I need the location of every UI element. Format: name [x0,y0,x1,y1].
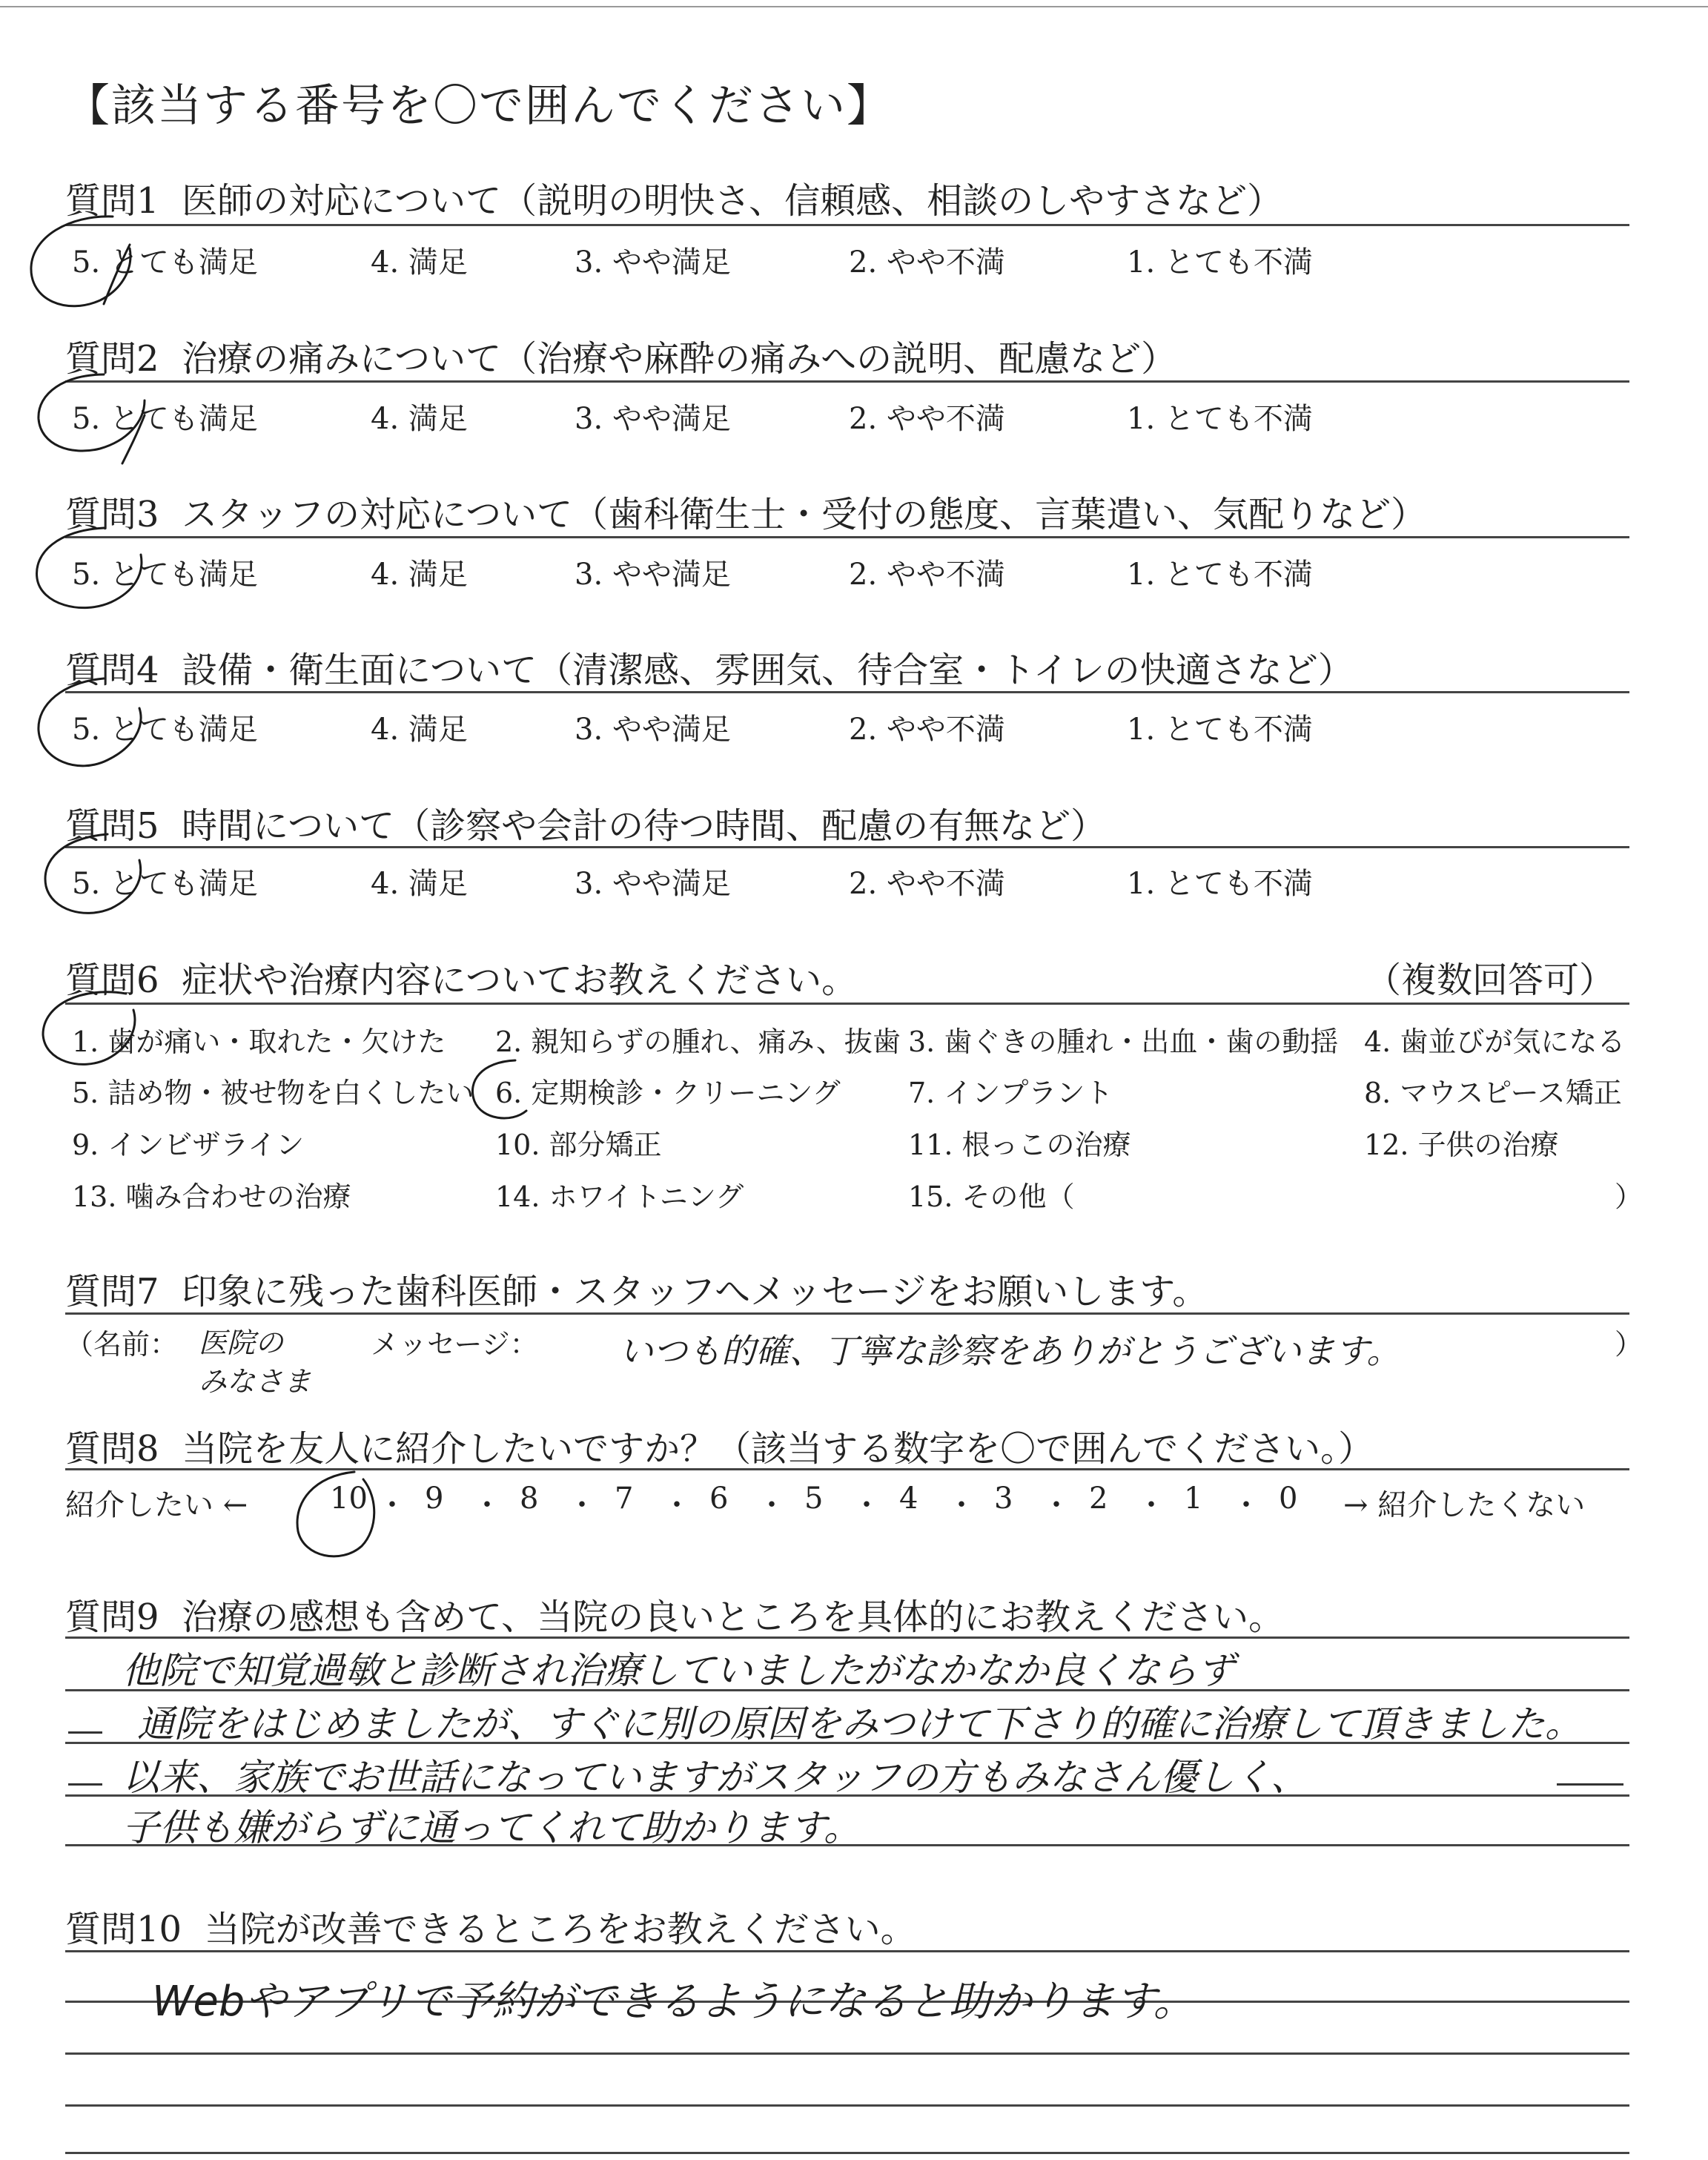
q2-option-1[interactable]: 1. とても不満 [1127,402,1313,436]
q6-option-8[interactable]: 8. マウスピース矯正 [1364,1077,1622,1109]
scale-value-4[interactable]: 4 [899,1482,918,1516]
top-border [0,6,1708,7]
dash-mark [68,1783,102,1786]
divider [65,846,1629,848]
q4-option-4[interactable]: 4. 満足 [371,713,468,747]
q10-answer-line-1: Webやアプリで予約ができるようになると助かります。 [152,1978,1195,2026]
q5-option-4[interactable]: 4. 満足 [371,867,468,901]
q5-option-3[interactable]: 3. やや満足 [575,867,731,901]
question-label: 質問4 [65,650,159,691]
scale-separator: ・ [377,1488,407,1522]
question-text: 治療の痛みについて（治療や麻酔の痛みへの説明、配慮など） [182,338,1177,380]
scale-separator: ・ [662,1488,692,1522]
answer-line [65,1636,1629,1639]
q9-answer-line-3: 以来、家族でお世話になっていますがスタッフの方もみなさん優しく、 [122,1756,1308,1799]
q1-option-5[interactable]: 5. とても満足 [72,245,258,280]
question-1 [65,172,1282,223]
divider [65,691,1629,693]
q3-option-5[interactable]: 5. とても満足 [72,558,258,592]
question-label: 質問8 [65,1428,159,1470]
scale-value-9[interactable]: 9 [425,1482,444,1516]
q9-answer-line-4: 子供も嫌がらずに通ってくれて助かります。 [122,1806,861,1849]
answer-line [65,1950,1629,1952]
divider [65,1312,1629,1315]
q1-option-4[interactable]: 4. 満足 [371,245,468,280]
scale-value-10[interactable]: 10 [330,1482,368,1516]
scale-value-5[interactable]: 5 [804,1482,824,1516]
q6-option-4[interactable]: 4. 歯並びが気になる [1364,1025,1626,1058]
q1-option-2[interactable]: 2. やや不満 [849,245,1005,280]
question-8 [65,1420,1374,1471]
q1-option-1[interactable]: 1. とても不満 [1127,245,1313,280]
q5-option-5[interactable]: 5. とても満足 [72,867,258,901]
question-label: 質問2 [65,338,159,380]
divider [65,224,1629,226]
dash-mark [68,1731,102,1734]
question-text: 時間について（診察や会計の待つ時間、配慮の有無など） [182,805,1107,847]
q4-option-1[interactable]: 1. とても不満 [1127,713,1313,747]
q6-option-2[interactable]: 2. 親知らずの腫れ、痛み、抜歯 [495,1025,901,1058]
q4-option-3[interactable]: 3. やや満足 [575,713,731,747]
question-label: 質問5 [65,805,159,847]
name-value-line1: 医院の [199,1327,284,1359]
question-5 [65,797,1106,848]
recommend-left-label: 紹介したい ← [65,1488,248,1522]
multiple-answer-note: （複数回答可） [1366,960,1615,1001]
scale-separator: ・ [472,1488,502,1522]
question-7 [65,1263,1208,1314]
q6-option-12[interactable]: 12. 子供の治療 [1364,1129,1559,1161]
q6-other-close-paren: ） [1615,1180,1644,1213]
dash-mark [1557,1783,1623,1786]
question-label: 質問6 [65,960,159,1001]
q6-option-15[interactable]: 15. その他（ [908,1180,1075,1213]
name-label: （名前： [65,1328,179,1361]
q2-option-5[interactable]: 5. とても満足 [72,402,258,436]
q2-option-3[interactable]: 3. やや満足 [575,402,731,436]
question-text: 医師の対応について（説明の明快さ、信頼感、相談のしやすさなど） [182,180,1283,222]
q4-option-5[interactable]: 5. とても満足 [72,713,258,747]
divider [65,380,1629,383]
q6-option-5[interactable]: 5. 詰め物・被せ物を白くしたい [72,1077,474,1109]
q6-option-3[interactable]: 3. 歯ぐきの腫れ・出血・歯の動揺 [908,1025,1339,1058]
question-9 [65,1588,1284,1639]
q6-option-11[interactable]: 11. 根っこの治療 [908,1129,1131,1161]
scale-value-7[interactable]: 7 [615,1482,634,1516]
q6-option-6[interactable]: 6. 定期検診・クリーニング [495,1077,841,1109]
question-text: 治療の感想も含めて、当院の良いところを具体的にお教えください。 [182,1596,1285,1638]
scale-value-6[interactable]: 6 [709,1482,729,1516]
q5-option-1[interactable]: 1. とても不満 [1127,867,1313,901]
recommend-right-label: → 紹介したくない [1343,1488,1586,1522]
message-close-paren: ） [1615,1328,1644,1361]
question-label: 質問3 [65,494,159,535]
message-value: いつも的確、丁寧な診察をありがとうございます。 [619,1331,1401,1371]
answer-line [65,2052,1629,2055]
q2-option-4[interactable]: 4. 満足 [371,402,468,436]
q3-option-4[interactable]: 4. 満足 [371,558,468,592]
question-label: 質問1 [65,180,159,222]
question-text: 当院が改善できるところをお教えください。 [204,1909,916,1950]
answer-line [65,2104,1629,2107]
scale-separator: ・ [852,1488,881,1522]
question-4 [65,641,1354,693]
scale-value-3[interactable]: 3 [994,1482,1013,1516]
scale-separator: ・ [1231,1488,1261,1522]
recommend-scale [0,1482,1708,1526]
scale-separator: ・ [757,1488,787,1522]
question-label: 質問9 [65,1596,159,1638]
q6-option-7[interactable]: 7. インプラント [908,1077,1113,1109]
name-value-line2: みなさま [199,1365,312,1398]
question-text: 設備・衛生面について（清潔感、雰囲気、待合室・トイレの快適さなど） [182,650,1354,691]
q9-answer-line-2: 通院をはじめましたが、すぐに別の原因をみつけて下さり的確に治療して頂きました。 [137,1702,1582,1745]
question-10 [65,1900,916,1952]
scale-value-2[interactable]: 2 [1089,1482,1108,1516]
divider [65,536,1629,538]
q9-answer-line-1: 他院で知覚過敏と診断され治療していましたがなかなか良くならず [122,1649,1234,1692]
question-6 [65,951,857,1003]
scale-separator: ・ [947,1488,976,1522]
question-label: 質問7 [65,1271,159,1312]
scale-separator: ・ [1136,1488,1166,1522]
question-text: 症状や治療内容についてお教えください。 [182,960,858,1001]
question-text: 当院を友人に紹介したいですか？（該当する数字を〇で囲んでください。） [182,1428,1374,1470]
scale-separator: ・ [567,1488,597,1522]
q6-option-10[interactable]: 10. 部分矯正 [495,1129,662,1161]
divider [65,1468,1629,1470]
scale-value-0[interactable]: 0 [1279,1482,1298,1516]
divider [65,1003,1629,1005]
message-label: メッセージ： [371,1328,538,1361]
scale-value-8[interactable]: 8 [520,1482,539,1516]
q6-option-14[interactable]: 14. ホワイトニング [495,1180,744,1213]
question-text: スタッフの対応について（歯科衛生士・受付の態度、言葉遣い、気配りなど） [182,494,1427,535]
q3-option-1[interactable]: 1. とても不満 [1127,558,1313,592]
form-title: 【該当する番号を〇で囲んでください】 [65,80,893,132]
question-text: 印象に残った歯科医師・スタッフへメッセージをお願いします。 [182,1271,1208,1312]
q6-option-1[interactable]: 1. 歯が痛い・取れた・欠けた [72,1025,446,1058]
q5-option-2[interactable]: 2. やや不満 [849,867,1005,901]
q6-option-13[interactable]: 13. 噛み合わせの治療 [72,1180,351,1213]
q6-option-9[interactable]: 9. インビザライン [72,1129,305,1161]
q1-option-3[interactable]: 3. やや満足 [575,245,731,280]
scale-separator: ・ [1042,1488,1071,1522]
scale-value-1[interactable]: 1 [1184,1482,1203,1516]
question-2 [65,330,1176,381]
q3-option-3[interactable]: 3. やや満足 [575,558,731,592]
q3-option-2[interactable]: 2. やや不満 [849,558,1005,592]
question-3 [65,486,1426,537]
question-label: 質問10 [65,1909,182,1950]
q2-option-2[interactable]: 2. やや不満 [849,402,1005,436]
q4-option-2[interactable]: 2. やや不満 [849,713,1005,747]
answer-line [65,2152,1629,2154]
